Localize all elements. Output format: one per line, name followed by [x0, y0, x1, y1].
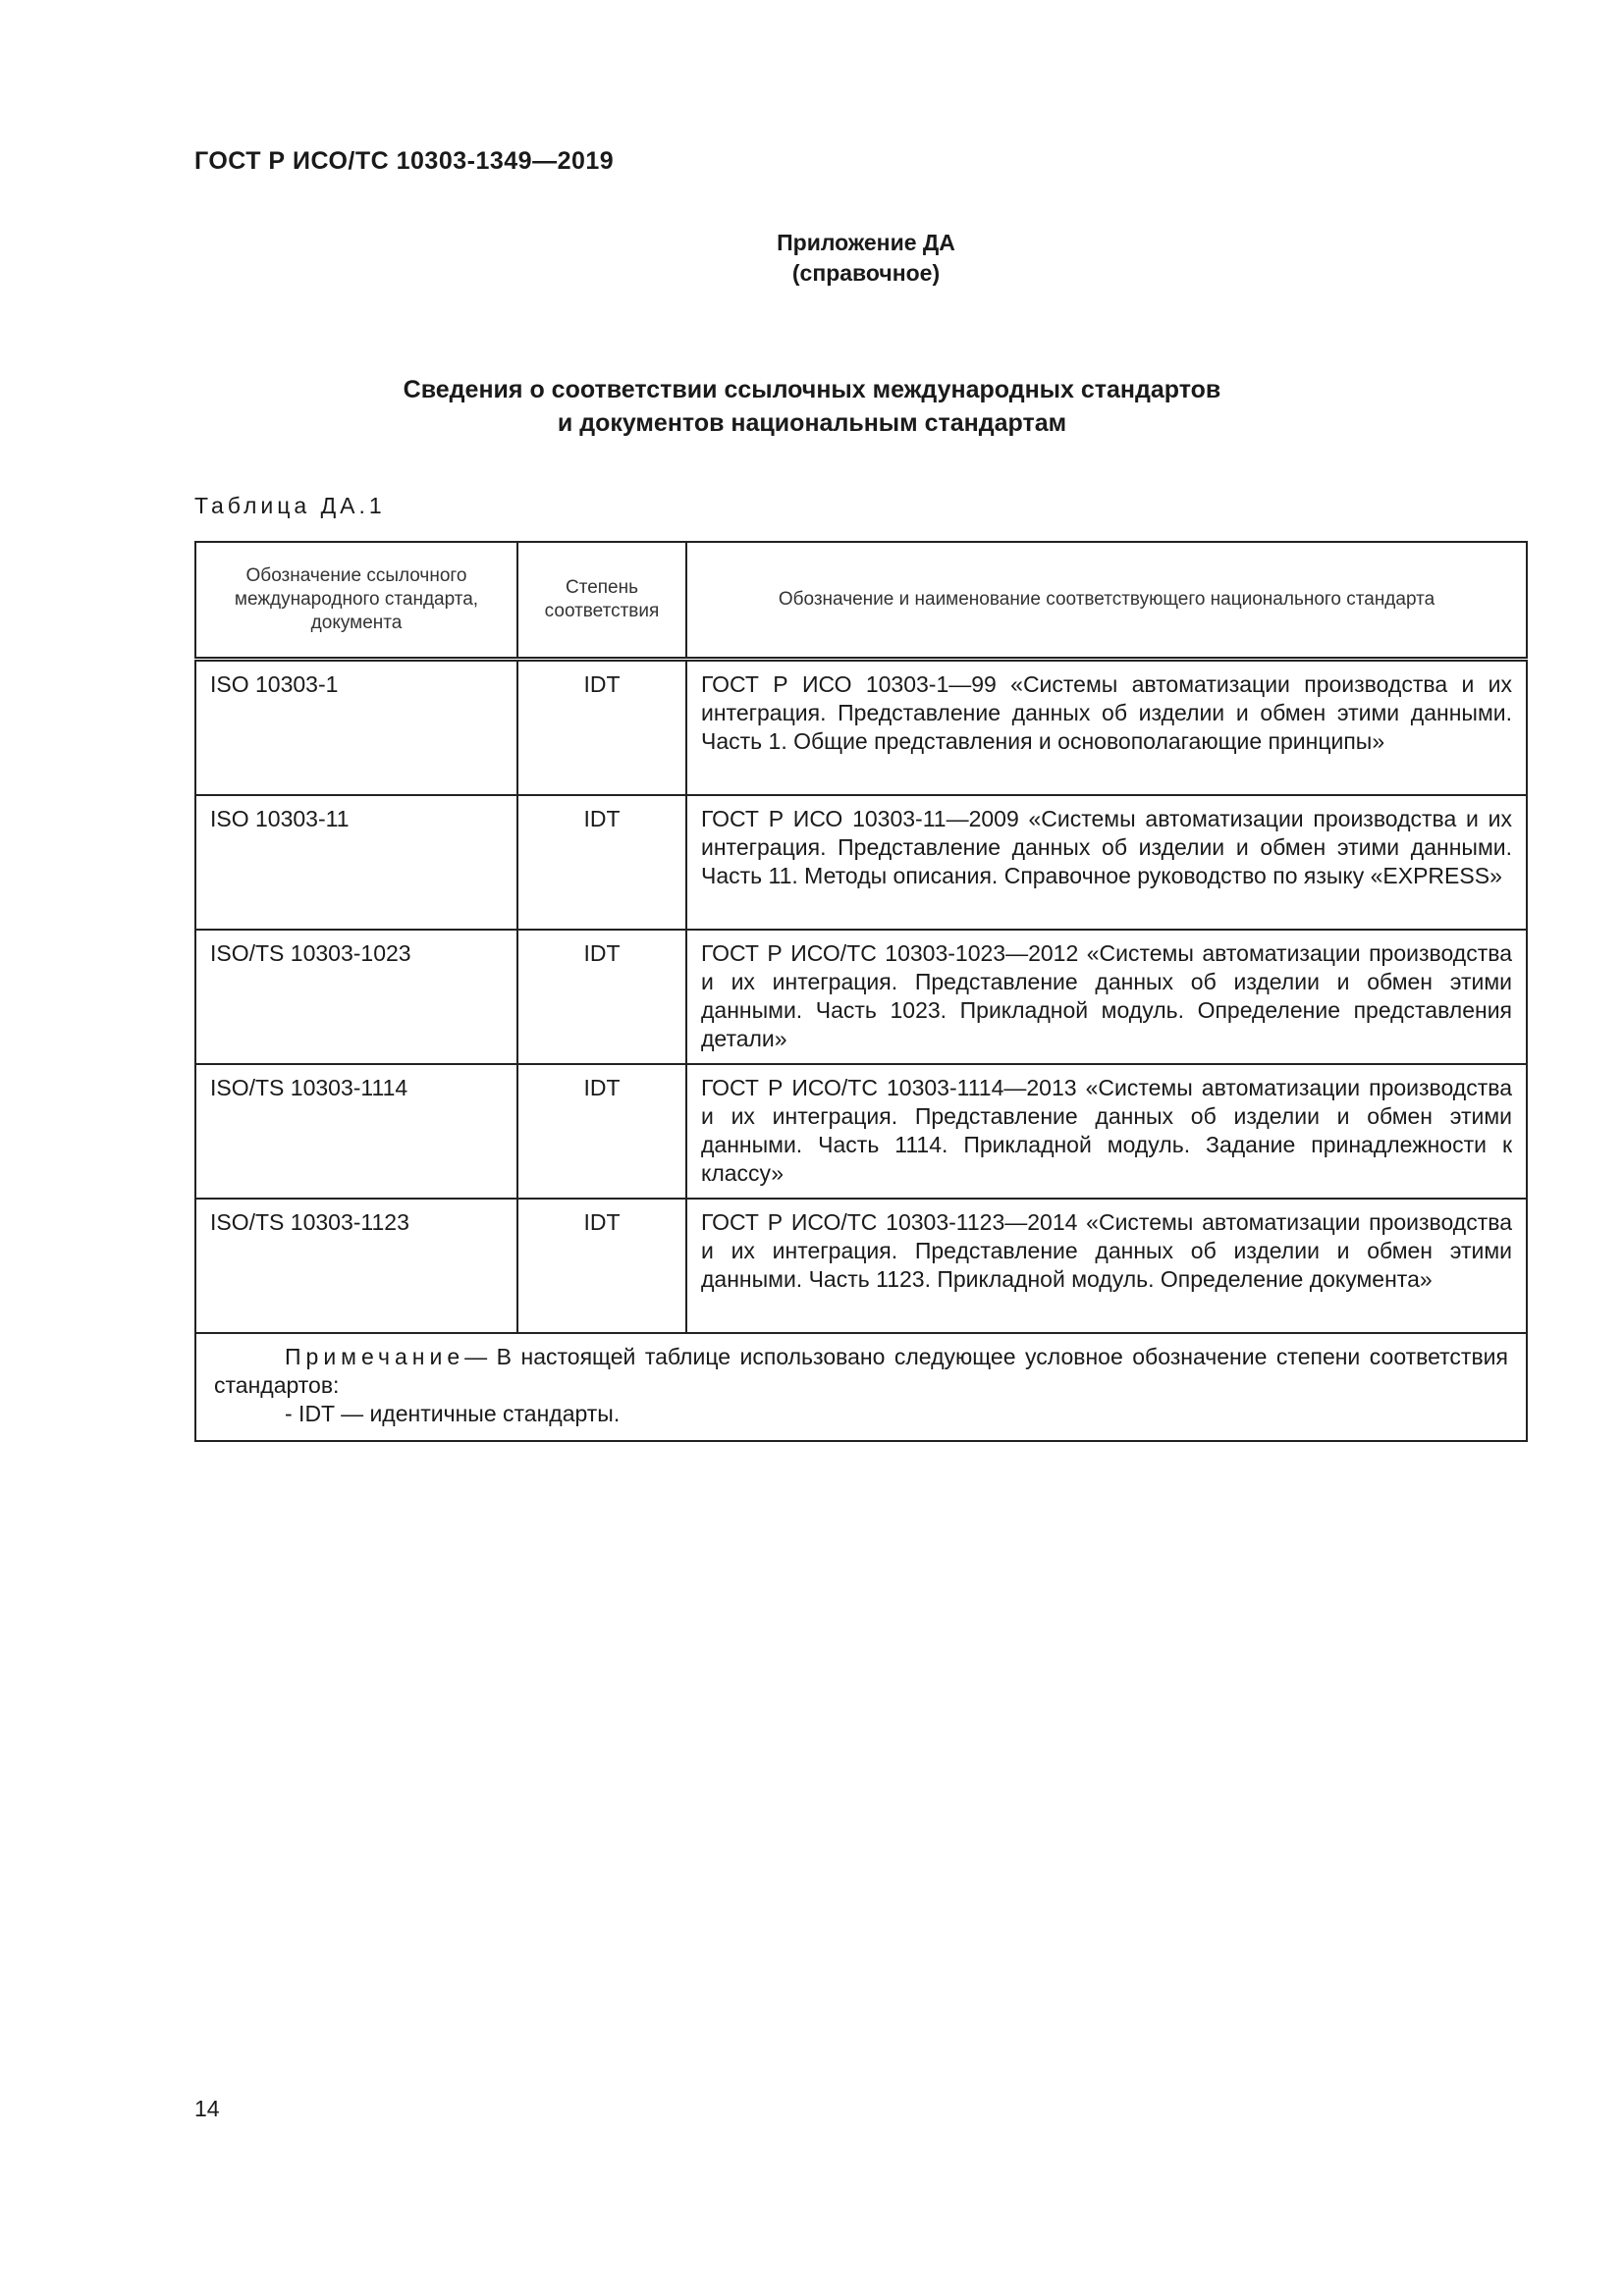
table-header-row [195, 542, 1527, 660]
table-note [195, 1333, 1527, 1441]
cell-national: ГОСТ Р ИСО 10303-1—99 «Системы автоматизации производства и их интеграция. Представление данных об изделии и обмен этими данными. Часть 1. Общие представления и основополагающие принципы» [686, 660, 1527, 796]
cell-national: ГОСТ Р ИСО/ТС 10303-1023—2012 «Системы автоматизации производства и их интеграция. Представление данных об изделии и обмен этими данными. Часть 1023. Прикладной модуль. Определение представления детали» [686, 930, 1527, 1064]
heading-line-1: Сведения о соответствии ссылочных международных стандартов [403, 376, 1221, 403]
note-paragraph [214, 1343, 1508, 1400]
table-row [195, 795, 1527, 930]
document-code: ГОСТ Р ИСО/ТС 10303-1349—2019 [194, 147, 615, 175]
table-row [195, 930, 1527, 1064]
column-header-national: Обозначение и наименование соответствующего национального стандарта [686, 542, 1527, 660]
heading-line-2: и документов национальным стандартам [557, 409, 1067, 437]
cell-national: ГОСТ Р ИСО/ТС 10303-1114—2013 «Системы автоматизации производства и их интеграция. Представление данных об изделии и обмен этими данными. Часть 1114. Прикладной модуль. Задание принадлежности к классу» [686, 1064, 1527, 1199]
cell-national: ГОСТ Р ИСО/ТС 10303-1123—2014 «Системы автоматизации производства и их интеграция. Представление данных об изделии и обмен этими данными. Часть 1123. Прикладной модуль. Определение документа» [686, 1199, 1527, 1333]
table-row [195, 660, 1527, 796]
section-heading [0, 373, 1624, 440]
column-header-iso: Обозначение ссылочного международного стандарта, документа [195, 542, 517, 660]
note-text: — В настоящей таблице использовано следующее условное обозначение степени соответствия стандартов: [214, 1344, 1508, 1398]
cell-iso: ISO 10303-11 [195, 795, 517, 930]
appendix-subtitle: (справочное) [791, 260, 941, 286]
page-number: 14 [194, 2096, 220, 2121]
cell-national: ГОСТ Р ИСО 10303-11—2009 «Системы автоматизации производства и их интеграция. Представление данных об изделии и обмен этими данными. Часть 11. Методы описания. Справочное руководство по языку «EXPRESS» [686, 795, 1527, 930]
table-note-row [195, 1333, 1527, 1441]
cell-iso: ISO/TS 10303-1114 [195, 1064, 517, 1199]
appendix-header [0, 228, 1624, 289]
table-row [195, 1199, 1527, 1333]
cell-degree: IDT [517, 795, 686, 930]
cell-degree: IDT [517, 1199, 686, 1333]
cell-iso: ISO/TS 10303-1023 [195, 930, 517, 1064]
column-header-degree: Степень соответствия [517, 542, 686, 660]
note-label: Примечание [285, 1344, 465, 1369]
cell-degree: IDT [517, 930, 686, 1064]
note-item: - IDT — идентичные стандарты. [285, 1401, 621, 1426]
cell-iso: ISO/TS 10303-1123 [195, 1199, 517, 1333]
cell-degree: IDT [517, 1064, 686, 1199]
conformance-table [194, 541, 1528, 1442]
cell-iso: ISO 10303-1 [195, 660, 517, 796]
table-label: Таблица ДА.1 [194, 493, 386, 518]
cell-degree: IDT [517, 660, 686, 796]
appendix-title: Приложение ДА [777, 230, 955, 255]
table-row [195, 1064, 1527, 1199]
